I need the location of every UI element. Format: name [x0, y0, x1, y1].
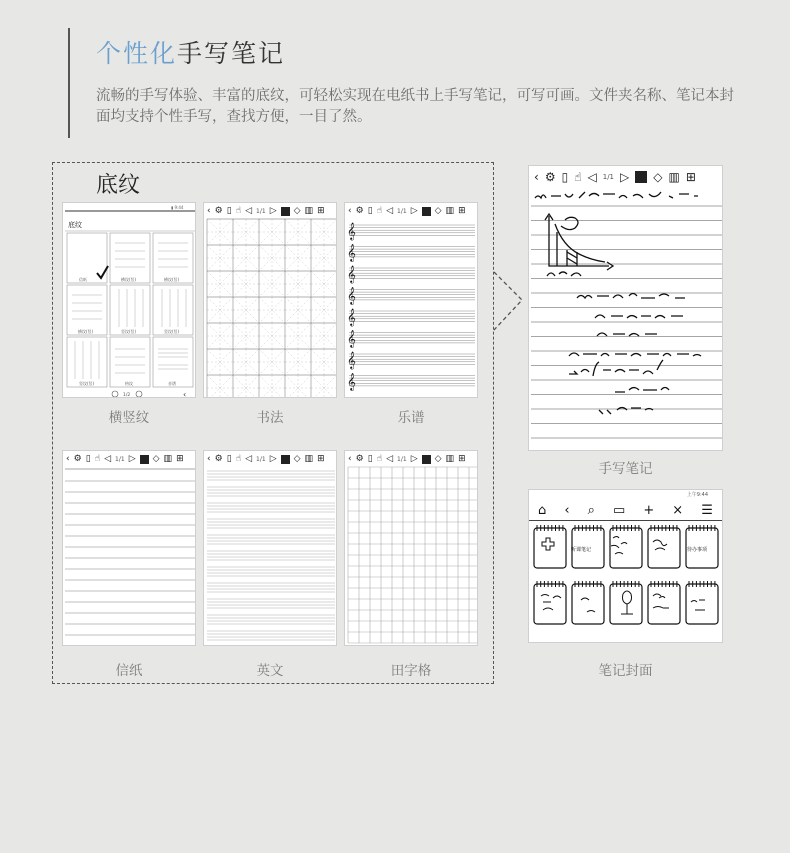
eraser-icon: ◇	[653, 170, 663, 184]
music-staves	[345, 203, 478, 398]
cell-label: 竖纹(竖)	[79, 381, 95, 386]
caption-handwriting: 手写笔记	[598, 461, 653, 477]
patterns-title: 底纹	[96, 173, 141, 198]
page-icon: ▯	[85, 454, 91, 464]
pattern-card-music[interactable]	[344, 202, 478, 398]
gear-icon: ⚙	[544, 170, 556, 184]
eraser-icon: ◇	[152, 454, 160, 464]
back-icon: ‹	[348, 206, 352, 216]
notebook-label: 听课笔记	[571, 547, 592, 553]
eraser-icon: ◇	[293, 206, 301, 216]
calligraphy-grid	[204, 203, 337, 398]
prev-icon: ◁	[386, 206, 394, 216]
page-indicator: 1/1	[602, 173, 614, 181]
notebook-label: 待办事项	[687, 547, 708, 553]
pattern-selector-screen	[63, 203, 196, 398]
next-icon: ▷	[410, 454, 418, 464]
hand-icon: ☝	[235, 454, 242, 464]
notebook-cover	[648, 528, 680, 568]
back-icon: ‹	[207, 454, 211, 464]
title-main: 手写笔记	[177, 39, 286, 68]
cell-label: 格纹	[125, 381, 133, 386]
cell-label: 信纸	[79, 277, 87, 282]
english-lines	[204, 451, 337, 646]
page-indicator: 1/1	[256, 455, 266, 463]
trash-icon: ▥	[163, 454, 173, 464]
add-page-icon: ⊞	[176, 454, 184, 464]
treble-clef-icon: 𝄞	[347, 222, 356, 240]
prev-icon: ◁	[587, 170, 597, 184]
cell-label: 横纹(竖)	[164, 277, 180, 282]
treble-clef-icon: 𝄞	[347, 308, 356, 326]
notebook-cover	[648, 584, 680, 624]
back-icon: ‹	[348, 454, 352, 464]
add-page-icon: ⊞	[685, 170, 696, 184]
pen-icon	[422, 455, 431, 464]
gear-icon: ⚙	[214, 206, 223, 216]
cell-label: 音谱	[168, 381, 176, 386]
back-icon: ‹	[183, 390, 187, 398]
note-covers-screen[interactable]	[528, 489, 723, 643]
status-text: ▮ 9:44	[171, 205, 184, 210]
check-icon	[97, 266, 108, 278]
notebook-cover	[534, 584, 566, 624]
next-icon: ▷	[410, 206, 418, 216]
prev-icon: ◁	[245, 206, 253, 216]
treble-clef-icon: 𝄞	[347, 372, 356, 391]
search-icon[interactable]: ⌕	[587, 502, 595, 518]
title-accent: 个性化	[96, 39, 178, 68]
hand-icon: ☝	[235, 206, 242, 216]
pen-icon	[140, 455, 149, 464]
cell-label: 竖纹(竖)	[121, 329, 137, 334]
cell-label: 竖纹(竖)	[164, 329, 180, 334]
pen-icon	[422, 207, 431, 216]
prev-icon: ◁	[104, 454, 112, 464]
pattern-card-horizontal-vertical[interactable]	[62, 202, 196, 398]
toolbar	[204, 203, 336, 219]
notebook-covers	[529, 490, 723, 643]
hand-icon: ☝	[376, 454, 383, 464]
add-page-icon: ⊞	[458, 206, 466, 216]
gear-icon: ⚙	[214, 454, 223, 464]
treble-clef-icon: 𝄞	[347, 286, 356, 305]
page-indicator: 1/1	[256, 207, 266, 215]
back-icon: ‹	[66, 454, 70, 464]
page-icon: ▯	[367, 454, 373, 464]
eraser-icon: ◇	[434, 454, 442, 464]
page-indicator: 1/2	[123, 393, 131, 398]
notebook-cover	[610, 528, 642, 568]
treble-clef-icon: 𝄞	[347, 265, 356, 283]
caption-tianzige: 田字格	[390, 663, 432, 679]
back-icon: ‹	[534, 170, 539, 184]
next-icon: ▷	[269, 206, 277, 216]
pattern-card-letter[interactable]	[62, 450, 196, 646]
square-grid	[345, 451, 478, 646]
home-icon[interactable]: ⌂	[538, 502, 547, 518]
letter-lines	[63, 451, 196, 646]
back-icon: ‹	[207, 206, 211, 216]
pattern-card-tianzige[interactable]	[344, 450, 478, 646]
trash-icon: ▥	[304, 454, 314, 464]
page-indicator: 1/1	[397, 455, 407, 463]
add-page-icon: ⊞	[317, 454, 325, 464]
gear-icon: ⚙	[355, 454, 364, 464]
page-icon: ▯	[226, 454, 232, 464]
pen-icon	[281, 455, 290, 464]
page-icon: ▯	[226, 206, 232, 216]
eraser-icon: ◇	[434, 206, 442, 216]
pen-icon	[281, 207, 290, 216]
next-icon: ▷	[128, 454, 136, 464]
trash-icon: ▥	[445, 454, 455, 464]
next-icon: ▷	[269, 454, 277, 464]
next-icon: ▷	[620, 170, 630, 184]
trash-icon: ▥	[445, 206, 455, 216]
hand-icon: ☝	[574, 170, 582, 184]
back-icon[interactable]: ‹	[564, 502, 570, 518]
eraser-icon: ◇	[293, 454, 301, 464]
toolbar	[63, 451, 195, 467]
gear-icon: ⚙	[73, 454, 82, 464]
handwritten-strokes	[535, 192, 701, 414]
toolbar	[204, 451, 336, 467]
gear-icon: ⚙	[355, 206, 364, 216]
list-icon[interactable]: ☰	[701, 502, 713, 518]
caption-covers: 笔记封面	[598, 663, 653, 679]
next-page-icon	[136, 391, 142, 397]
hand-icon: ☝	[376, 206, 383, 216]
page-icon: ▯	[561, 170, 569, 184]
caption-horizontal-vertical: 横竖纹	[108, 410, 150, 426]
toolbar	[345, 203, 477, 219]
trash-icon: ▥	[668, 170, 680, 184]
notebook-cover	[686, 584, 718, 624]
add-page-icon: ⊞	[317, 206, 325, 216]
prev-page-icon	[112, 391, 118, 397]
trash-icon: ▥	[304, 206, 314, 216]
prev-icon: ◁	[245, 454, 253, 464]
close-icon[interactable]: ×	[672, 502, 684, 518]
folder-icon[interactable]: ▭	[612, 502, 626, 518]
cell-label: 横纹(竖)	[78, 329, 94, 334]
add-page-icon: ⊞	[458, 454, 466, 464]
pattern-card-calligraphy[interactable]	[203, 202, 337, 398]
treble-clef-icon: 𝄞	[347, 329, 356, 348]
handwriting-note-screen[interactable]	[528, 165, 723, 451]
caption-calligraphy: 书法	[256, 410, 284, 426]
pattern-card-english[interactable]	[203, 450, 337, 646]
inner-screen-title: 底纹	[68, 221, 82, 229]
add-icon[interactable]: +	[643, 502, 655, 518]
page-icon: ▯	[367, 206, 373, 216]
caption-english: 英文	[256, 663, 284, 679]
toolbar	[345, 451, 477, 467]
caption-music: 乐谱	[397, 410, 425, 426]
status-time: 上午9:44	[686, 492, 708, 498]
hand-icon: ☝	[94, 454, 101, 464]
caption-letter: 信纸	[115, 663, 143, 679]
treble-clef-icon: 𝄞	[347, 351, 356, 369]
page-indicator: 1/1	[397, 207, 407, 215]
prev-icon: ◁	[386, 454, 394, 464]
page-indicator: 1/1	[115, 455, 125, 463]
notebook-cover	[572, 584, 604, 624]
page-description: 流畅的手写体验、丰富的底纹，可轻松实现在电纸书上手写笔记，可写可画。文件夹名称、笔记本封面均支持个性手写，查找方便，一目了然。	[96, 88, 734, 125]
cell-label: 横纹(竖)	[121, 277, 137, 282]
handwritten-content	[529, 166, 723, 451]
treble-clef-icon: 𝄞	[347, 243, 356, 262]
